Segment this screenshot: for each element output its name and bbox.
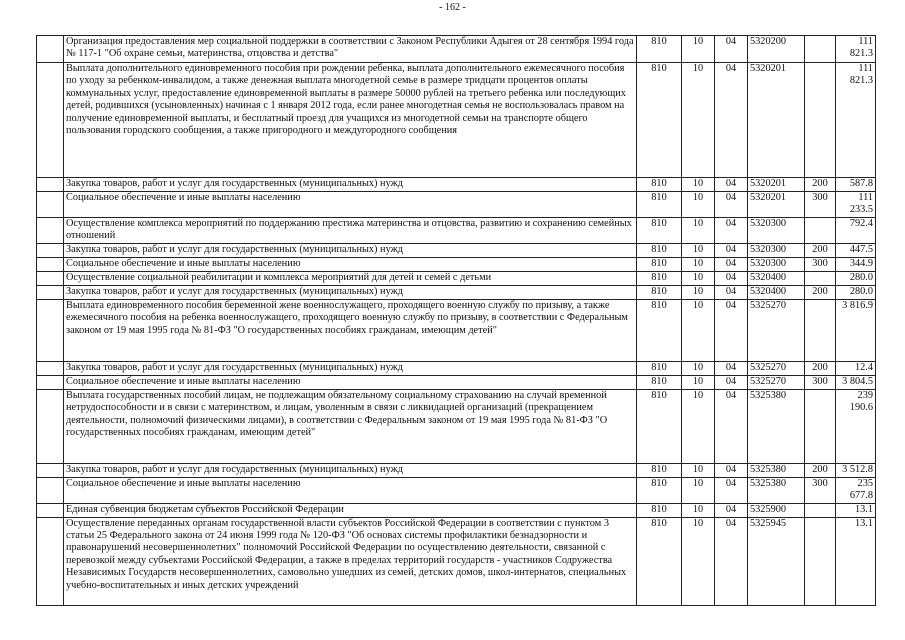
row-vr: 200 bbox=[805, 361, 836, 375]
row-vr: 300 bbox=[805, 477, 836, 503]
row-sum: 13.1 bbox=[836, 517, 876, 605]
table-row bbox=[37, 178, 876, 192]
row-vr bbox=[805, 36, 836, 63]
row-vr bbox=[805, 503, 836, 517]
row-index-cell bbox=[37, 361, 64, 375]
row-pr: 04 bbox=[715, 375, 748, 389]
row-sum: 111 233.5 bbox=[836, 192, 876, 218]
row-ved: 810 bbox=[637, 36, 682, 63]
row-csr: 5320300 bbox=[748, 257, 805, 271]
row-index-cell bbox=[37, 217, 64, 243]
row-name: Социальное обеспечение и иные выплаты населению bbox=[64, 477, 637, 503]
row-rz: 10 bbox=[682, 285, 715, 299]
row-csr: 5325945 bbox=[748, 517, 805, 605]
row-vr: 200 bbox=[805, 243, 836, 257]
row-index-cell bbox=[37, 477, 64, 503]
row-index-cell bbox=[37, 285, 64, 299]
row-index-cell bbox=[37, 463, 64, 477]
row-index-cell bbox=[37, 389, 64, 463]
page-number: - 162 - bbox=[439, 2, 466, 13]
row-ved: 810 bbox=[637, 299, 682, 361]
row-csr: 5320300 bbox=[748, 243, 805, 257]
table-row bbox=[37, 192, 876, 218]
row-csr: 5320201 bbox=[748, 63, 805, 178]
row-vr bbox=[805, 63, 836, 178]
row-rz: 10 bbox=[682, 36, 715, 63]
row-ved: 810 bbox=[637, 217, 682, 243]
row-pr: 04 bbox=[715, 463, 748, 477]
row-name: Закупка товаров, работ и услуг для государственных (муниципальных) нужд bbox=[64, 463, 637, 477]
row-rz: 10 bbox=[682, 257, 715, 271]
table-row bbox=[37, 271, 876, 285]
row-csr: 5320200 bbox=[748, 36, 805, 63]
row-ved: 810 bbox=[637, 285, 682, 299]
budget-table bbox=[36, 35, 876, 606]
row-csr: 5325900 bbox=[748, 503, 805, 517]
row-name: Закупка товаров, работ и услуг для государственных (муниципальных) нужд bbox=[64, 361, 637, 375]
row-sum: 280.0 bbox=[836, 271, 876, 285]
row-rz: 10 bbox=[682, 517, 715, 605]
table-row bbox=[37, 285, 876, 299]
table-row bbox=[37, 257, 876, 271]
row-sum: 111 821.3 bbox=[836, 36, 876, 63]
row-index-cell bbox=[37, 257, 64, 271]
row-pr: 04 bbox=[715, 477, 748, 503]
row-csr: 5325380 bbox=[748, 389, 805, 463]
table-row bbox=[37, 217, 876, 243]
row-index-cell bbox=[37, 299, 64, 361]
row-sum: 3 804.5 bbox=[836, 375, 876, 389]
row-sum: 13.1 bbox=[836, 503, 876, 517]
row-rz: 10 bbox=[682, 243, 715, 257]
row-pr: 04 bbox=[715, 299, 748, 361]
row-rz: 10 bbox=[682, 477, 715, 503]
row-csr: 5320300 bbox=[748, 217, 805, 243]
row-index-cell bbox=[37, 178, 64, 192]
row-csr: 5320400 bbox=[748, 271, 805, 285]
row-vr: 200 bbox=[805, 285, 836, 299]
row-name: Единая субвенция бюджетам субъектов Российской Федерации bbox=[64, 503, 637, 517]
row-vr bbox=[805, 271, 836, 285]
row-ved: 810 bbox=[637, 257, 682, 271]
row-ved: 810 bbox=[637, 243, 682, 257]
row-ved: 810 bbox=[637, 375, 682, 389]
row-ved: 810 bbox=[637, 389, 682, 463]
row-rz: 10 bbox=[682, 375, 715, 389]
row-ved: 810 bbox=[637, 63, 682, 178]
row-rz: 10 bbox=[682, 192, 715, 218]
row-index-cell bbox=[37, 503, 64, 517]
row-ved: 810 bbox=[637, 503, 682, 517]
row-name: Выплата дополнительного единовременного пособия при рождении ребенка, выплата дополнительного ежемесячного пособия по уходу за ребенком-инвалидом, а также денежная выплата многодетной семье в размере тридцати процентов оплаты коммунальных услуг, предоставление единовременной выплаты в размере 50000 рублей на третьего ребенка или последующих детей, родившихся (усыновленных) начиная с 1 января 2012 года, если ранее многодетная семья не воспользовалась правом на получение единовременной выплаты, и бесплатный проезд для учащихся из многодетной семьи на транспорте общего пользования городского сообщения, а также пригородного и междугородного сообщения bbox=[64, 63, 637, 178]
row-rz: 10 bbox=[682, 463, 715, 477]
row-name: Осуществление социальной реабилитации и комплекса мероприятий для детей и семей с детьми bbox=[64, 271, 637, 285]
row-vr bbox=[805, 517, 836, 605]
row-name: Организация предоставления мер социальной поддержки в соответствии с Законом Республики Адыгея от 28 сентября 1994 года № 117-1 "Об охране семьи, материнства, отцовства и детства" bbox=[64, 36, 637, 63]
row-sum: 3 816.9 bbox=[836, 299, 876, 361]
row-sum: 447.5 bbox=[836, 243, 876, 257]
table-row bbox=[37, 477, 876, 503]
row-name: Закупка товаров, работ и услуг для государственных (муниципальных) нужд bbox=[64, 178, 637, 192]
row-index-cell bbox=[37, 192, 64, 218]
row-rz: 10 bbox=[682, 178, 715, 192]
row-sum: 12.4 bbox=[836, 361, 876, 375]
row-csr: 5325270 bbox=[748, 299, 805, 361]
table-row bbox=[37, 463, 876, 477]
row-ved: 810 bbox=[637, 463, 682, 477]
row-pr: 04 bbox=[715, 361, 748, 375]
row-index-cell bbox=[37, 243, 64, 257]
row-ved: 810 bbox=[637, 178, 682, 192]
row-pr: 04 bbox=[715, 36, 748, 63]
row-rz: 10 bbox=[682, 271, 715, 285]
row-vr: 300 bbox=[805, 375, 836, 389]
row-sum: 235 677.8 bbox=[836, 477, 876, 503]
row-ved: 810 bbox=[637, 192, 682, 218]
row-name: Социальное обеспечение и иные выплаты населению bbox=[64, 375, 637, 389]
row-ved: 810 bbox=[637, 477, 682, 503]
row-sum: 344.9 bbox=[836, 257, 876, 271]
row-pr: 04 bbox=[715, 503, 748, 517]
table-row bbox=[37, 36, 876, 63]
row-vr: 300 bbox=[805, 192, 836, 218]
row-pr: 04 bbox=[715, 217, 748, 243]
row-ved: 810 bbox=[637, 361, 682, 375]
table-row bbox=[37, 503, 876, 517]
row-rz: 10 bbox=[682, 217, 715, 243]
row-rz: 10 bbox=[682, 389, 715, 463]
row-sum: 587.8 bbox=[836, 178, 876, 192]
row-pr: 04 bbox=[715, 285, 748, 299]
row-sum: 3 512.8 bbox=[836, 463, 876, 477]
row-ved: 810 bbox=[637, 271, 682, 285]
row-sum: 111 821.3 bbox=[836, 63, 876, 178]
row-rz: 10 bbox=[682, 361, 715, 375]
row-vr: 300 bbox=[805, 257, 836, 271]
row-csr: 5320201 bbox=[748, 178, 805, 192]
row-vr: 200 bbox=[805, 463, 836, 477]
row-name: Закупка товаров, работ и услуг для государственных (муниципальных) нужд bbox=[64, 243, 637, 257]
row-rz: 10 bbox=[682, 503, 715, 517]
row-pr: 04 bbox=[715, 389, 748, 463]
row-pr: 04 bbox=[715, 178, 748, 192]
row-index-cell bbox=[37, 271, 64, 285]
table-row bbox=[37, 299, 876, 361]
row-csr: 5325270 bbox=[748, 375, 805, 389]
table-row bbox=[37, 389, 876, 463]
row-sum: 792.4 bbox=[836, 217, 876, 243]
table-row bbox=[37, 517, 876, 605]
row-pr: 04 bbox=[715, 271, 748, 285]
row-name: Осуществление комплекса мероприятий по поддержанию престижа материнства и отцовства, развитию и сохранению семейных отношений bbox=[64, 217, 637, 243]
row-ved: 810 bbox=[637, 517, 682, 605]
table-row bbox=[37, 375, 876, 389]
row-name: Закупка товаров, работ и услуг для государственных (муниципальных) нужд bbox=[64, 285, 637, 299]
row-vr bbox=[805, 299, 836, 361]
row-csr: 5325380 bbox=[748, 477, 805, 503]
row-pr: 04 bbox=[715, 192, 748, 218]
row-csr: 5320201 bbox=[748, 192, 805, 218]
row-pr: 04 bbox=[715, 517, 748, 605]
row-name: Социальное обеспечение и иные выплаты населению bbox=[64, 257, 637, 271]
row-name: Выплата единовременного пособия беременной жене военнослужащего, проходящего военную службу по призыву, а также ежемесячного пособия на ребенка военнослужащего, проходящего военную службу по призыву, в соответствии с Федеральным законом от 19 мая 1995 года № 81-ФЗ "О государственных пособиях гражданам, имеющим детей" bbox=[64, 299, 637, 361]
row-vr bbox=[805, 389, 836, 463]
row-sum: 239 190.6 bbox=[836, 389, 876, 463]
row-name: Социальное обеспечение и иные выплаты населению bbox=[64, 192, 637, 218]
row-sum: 280.0 bbox=[836, 285, 876, 299]
row-index-cell bbox=[37, 63, 64, 178]
row-vr: 200 bbox=[805, 178, 836, 192]
row-rz: 10 bbox=[682, 299, 715, 361]
table-row bbox=[37, 243, 876, 257]
row-index-cell bbox=[37, 517, 64, 605]
table-row bbox=[37, 361, 876, 375]
row-pr: 04 bbox=[715, 257, 748, 271]
row-rz: 10 bbox=[682, 63, 715, 178]
row-index-cell bbox=[37, 36, 64, 63]
row-csr: 5325380 bbox=[748, 463, 805, 477]
table-row bbox=[37, 63, 876, 178]
row-pr: 04 bbox=[715, 243, 748, 257]
row-csr: 5325270 bbox=[748, 361, 805, 375]
row-pr: 04 bbox=[715, 63, 748, 178]
row-index-cell bbox=[37, 375, 64, 389]
row-name: Выплата государственных пособий лицам, не подлежащим обязательному социальному страхованию на случай временной нетрудоспособности и в связи с материнством, и лицам, уволенным в связи с ликвидацией организаций (прекращением деятельности, полномочий физическими лицами), в соответствии с Федеральным законом от 19 мая 1995 года № 81-ФЗ "О государственных пособиях гражданам, имеющим детей" bbox=[64, 389, 637, 463]
row-name: Осуществление переданных органам государственной власти субъектов Российской Федерации в соответствии с пунктом 3 статьи 25 Федерального закона от 24 июня 1999 года № 120-ФЗ "Об основах системы профилактики безнадзорности и правонарушений несовершеннолетних" полномочий Российской Федерации по осуществлению деятельности, связанной с перевозкой между субъектами Российской Федерации, а также в пределах территорий государств - участников Содружества Независимых Государств несовершеннолетних, самовольно ушедших из семей, детских домов, школ-интернатов, специальных учебно-воспитательных и иных детских учреждений bbox=[64, 517, 637, 605]
row-vr bbox=[805, 217, 836, 243]
row-csr: 5320400 bbox=[748, 285, 805, 299]
